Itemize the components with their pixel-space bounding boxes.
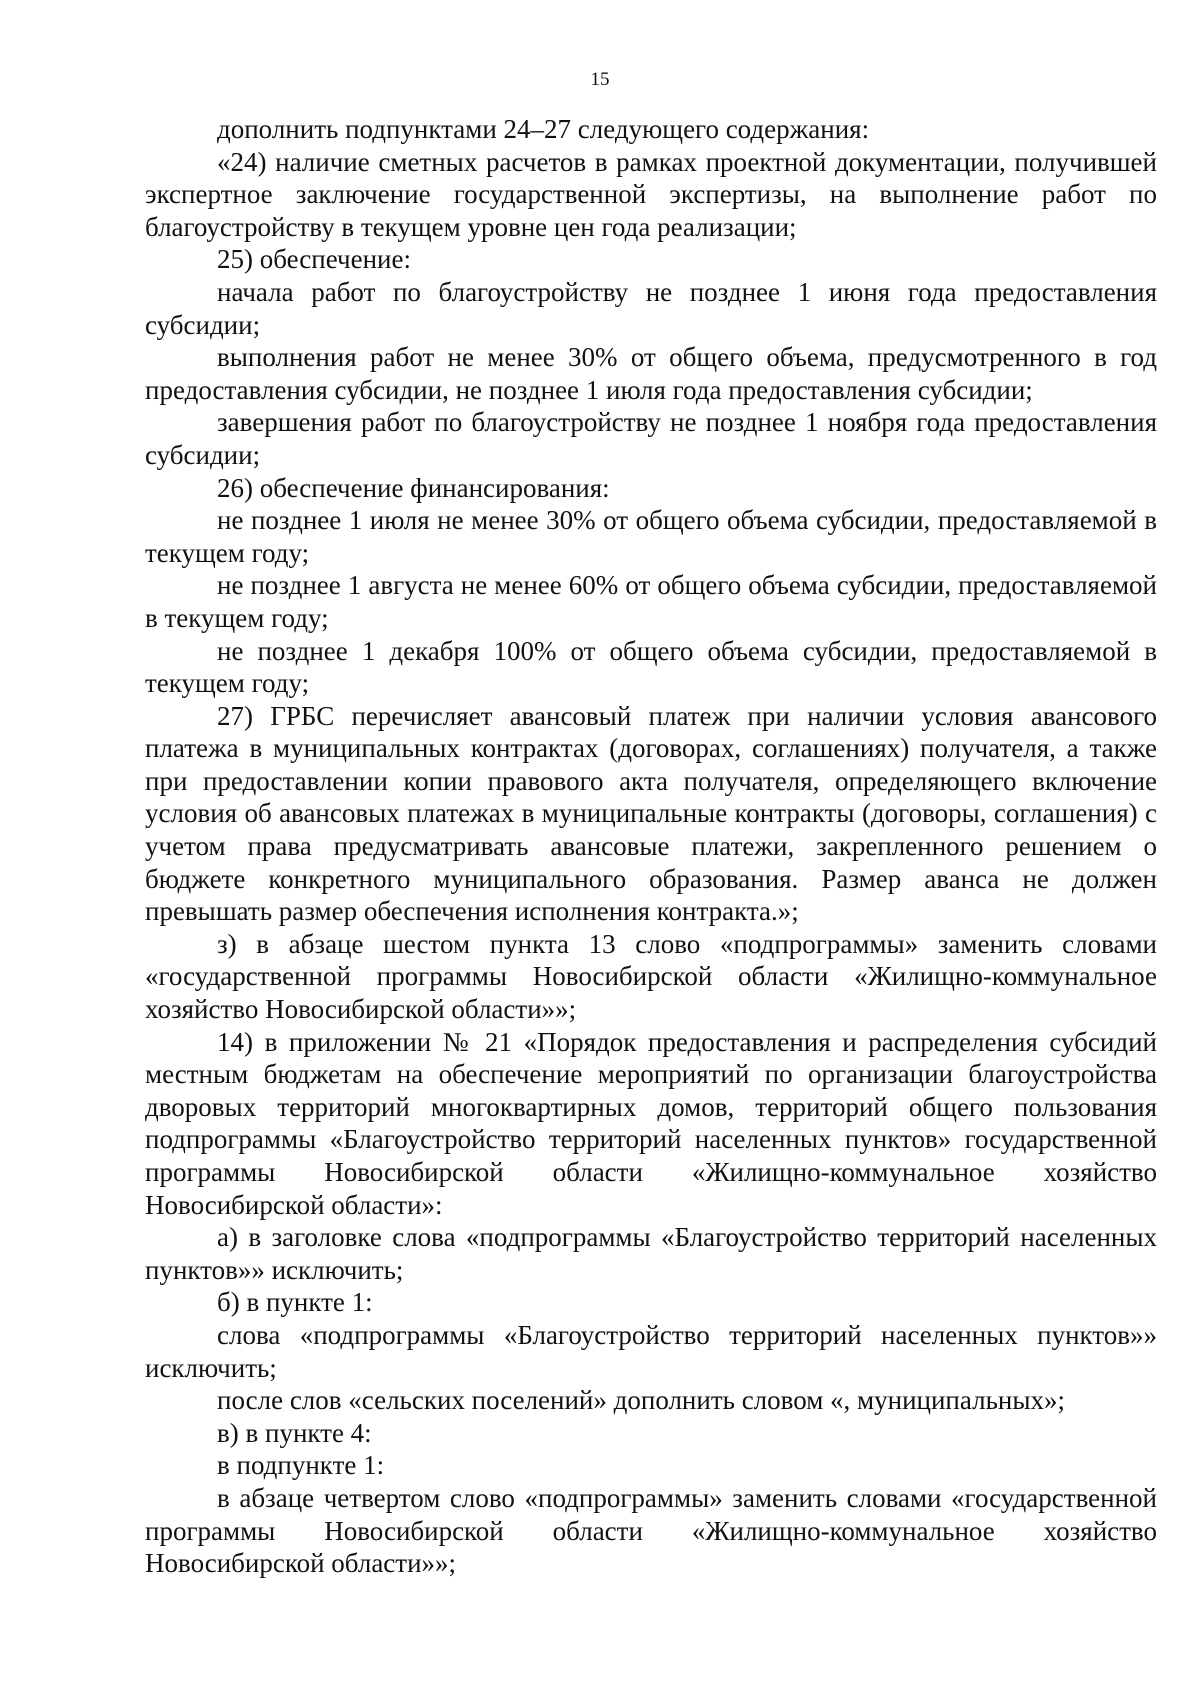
paragraph: «24) наличие сметных расчетов в рамках проектной документации, получившей экспертное заключение государственной экспертизы, на выполнение работ по благоустройству в текущем уровне цен года реализации; <box>145 146 1157 242</box>
page-number: 15 <box>590 69 610 90</box>
paragraph: з) в абзаце шестом пункта 13 слово «подпрограммы» заменить словами «государственной программы Новосибирской области «Жилищно-коммунальное хозяйство Новосибирской области»»; <box>145 928 1157 1025</box>
paragraph: начала работ по благоустройству не позднее 1 июня года предоставления субсидии; <box>145 276 1157 340</box>
paragraph: 26) обеспечение финансирования: <box>217 472 610 503</box>
paragraph: не позднее 1 июля не менее 30% от общего объема субсидии, предоставляемой в текущем году; <box>145 505 1157 568</box>
paragraph: в абзаце четвертом слово «подпрограммы» заменить словами «государственной программы Новосибирской области «Жилищно-коммунальное хозяйство Новосибирской области»»; <box>145 1482 1157 1579</box>
paragraph: после слов «сельских поселений» дополнить словом «, муниципальных»; <box>217 1385 1065 1416</box>
paragraph: не позднее 1 декабря 100% от общего объема субсидии, предоставляемой в текущем году; <box>145 635 1157 699</box>
paragraph: а) в заголовке слова «подпрограммы «Благоустройство территорий населенных пунктов»» исключить; <box>145 1222 1157 1285</box>
paragraph: не позднее 1 августа не менее 60% от общего объема субсидии, предоставляемой в текущем году; <box>145 570 1157 633</box>
paragraph: в) в пункте 4: <box>217 1417 372 1448</box>
paragraph: 27) ГРБС перечисляет авансовый платеж при наличии условия авансового платежа в муниципальных контрактах (договорах, соглашениях) получателя, а также при предоставлении копии правового акта получателя, определяющего включение условия об авансовых платежах в муниципальные контракты (договоры, соглашения) с учетом права предусматривать авансовые платежи, закрепленного решением о бюджете конкретного муниципального образования. Размер аванса не должен превышать размер обеспечения исполнения контракта.»; <box>145 700 1157 927</box>
paragraph: слова «подпрограммы «Благоустройство территорий населенных пунктов»» исключить; <box>145 1319 1157 1383</box>
paragraph: 25) обеспечение: <box>217 244 411 275</box>
paragraph: б) в пункте 1: <box>217 1287 373 1318</box>
paragraph: выполнения работ не менее 30% от общего объема, предусмотренного в год предоставления субсидии, не позднее 1 июля года предоставления субсидии; <box>145 342 1157 405</box>
paragraph: 14) в приложении № 21 «Порядок предоставления и распределения субсидий местным бюджетам на обеспечение мероприятий по организации благоустройства дворовых территорий многоквартирных домов, территорий общего пользования подпрограммы «Благоустройство территорий населенных пунктов» государственной программы Новосибирской области «Жилищно-коммунальное хозяйство Новосибирской области»: <box>145 1026 1157 1220</box>
paragraph: в подпункте 1: <box>217 1450 385 1481</box>
paragraph: завершения работ по благоустройству не позднее 1 ноября года предоставления субсидии; <box>145 407 1157 470</box>
paragraph: дополнить подпунктами 24–27 следующего содержания: <box>217 114 870 144</box>
document-body <box>145 113 1157 1580</box>
